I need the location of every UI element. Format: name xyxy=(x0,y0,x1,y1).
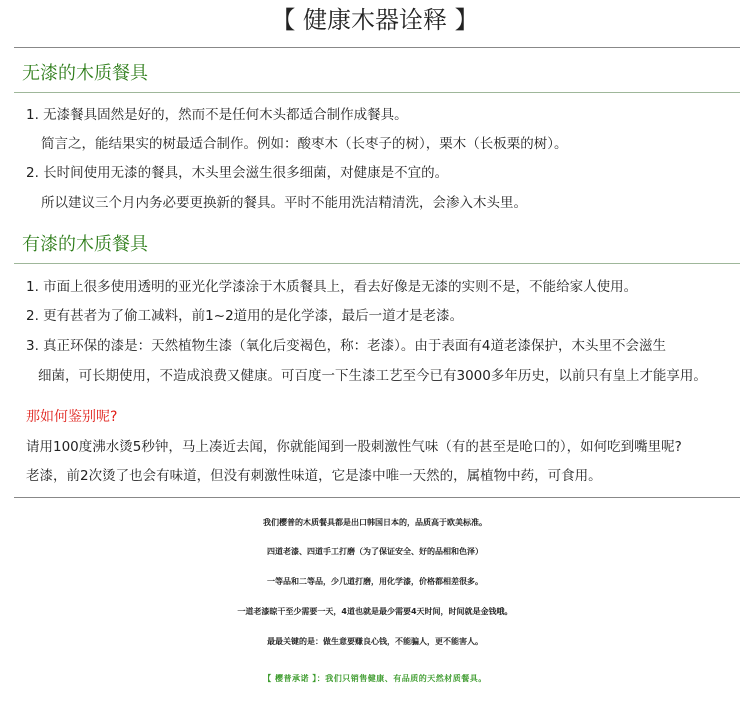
section-heading-unlacquered: 无漆的木质餐具 xyxy=(14,62,740,93)
section2-line: 1. 市面上很多使用透明的亚光化学漆涂于木质餐具上，看去好像是无漆的实则不是，不能给家人使用。 xyxy=(26,279,638,295)
section1-line: 2. 长时间使用无漆的餐具，木头里会滋生很多细菌，对健康是不宜的。 xyxy=(26,165,449,181)
page-title: 【 健康木器诠释 】 xyxy=(271,6,479,34)
section2-line: 2. 更有甚者为了偷工减料，前1~2道用的是化学漆，最后一道才是老漆。 xyxy=(26,308,464,324)
brand-promise: 【 樱普承诺 】：我们只销售健康、有品质的天然材质餐具。 xyxy=(263,674,487,683)
section1-line: 简言之，能结果实的树最适合制作。例如：酸枣木（长枣子的树），栗木（长板栗的树）。 xyxy=(41,136,568,152)
statement-line: 四道老漆、四道手工打磨（为了保证安全、好的品相和色泽） xyxy=(267,547,483,556)
bottom-divider xyxy=(14,497,740,498)
top-divider xyxy=(14,47,740,48)
identify-line: 请用100度沸水烫5秒钟，马上凑近去闻，你就能闻到一股刺激性气味（有的甚至是呛口的），如何吃到嘴里呢? xyxy=(26,439,682,455)
statement-line: 一等品和二等品，少几道打磨，用化学漆，价格都相差很多。 xyxy=(267,577,483,586)
section2-line: 细菌，可长期使用，不造成浪费又健康。可百度一下生漆工艺至今已有3000多年历史，以前只有皇上才能享用。 xyxy=(38,368,707,384)
statement-line: 最最关键的是：做生意要赚良心钱，不能骗人，更不能害人。 xyxy=(267,637,483,646)
identify-heading: 那如何鉴别呢? xyxy=(26,409,118,425)
section1-line: 1. 无漆餐具固然是好的，然而不是任何木头都适合制作成餐具。 xyxy=(26,107,408,123)
section-heading-lacquered: 有漆的木质餐具 xyxy=(14,233,740,264)
statement-line: 我们樱普的木质餐具都是出口韩国日本的，品质高于欧美标准。 xyxy=(263,518,487,527)
section2-line: 3. 真正环保的漆是：天然植物生漆（氧化后变褐色，称：老漆）。由于表面有4道老漆保护，木头里不会滋生 xyxy=(26,338,667,354)
statement-line: 一道老漆晾干至少需要一天，4道也就是最少需要4天时间，时间就是金钱哦。 xyxy=(237,607,513,616)
identify-line: 老漆，前2次烫了也会有味道，但没有刺激性味道，它是漆中唯一天然的，属植物中药，可食用。 xyxy=(26,468,602,484)
section1-line: 所以建议三个月内务必要更换新的餐具。平时不能用洗洁精清洗，会渗入木头里。 xyxy=(41,195,527,211)
